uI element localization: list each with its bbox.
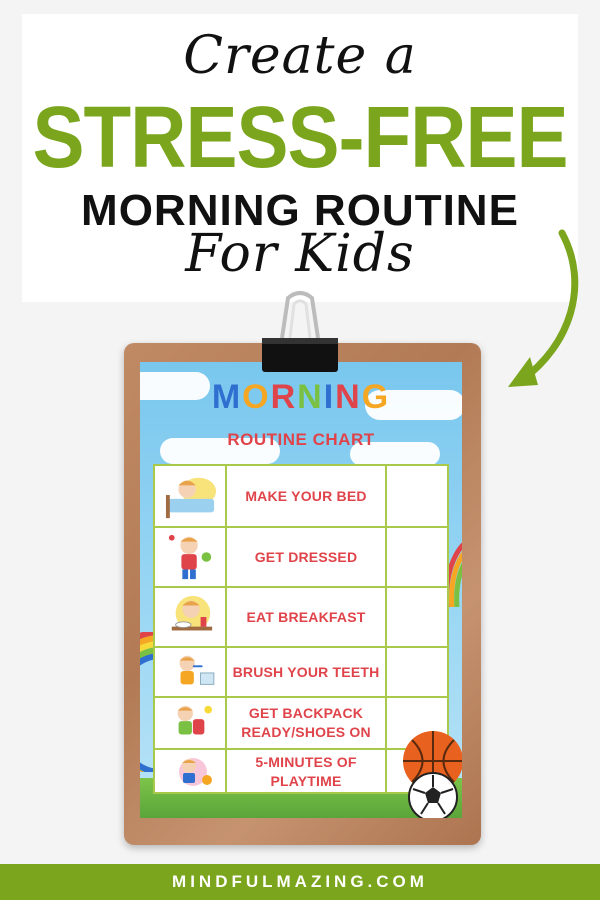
- task-label: MAKE YOUR BED: [227, 466, 387, 526]
- binder-clip-icon: [260, 290, 340, 380]
- headline-morning-routine: MORNING ROUTINE: [81, 186, 519, 235]
- curved-arrow-icon: [500, 225, 590, 395]
- kid-playing-icon: [163, 754, 219, 790]
- title-letter: G: [361, 378, 391, 416]
- title-letter: M: [211, 378, 243, 416]
- headline-stress-free: STRESS-FREE: [32, 87, 568, 187]
- table-row: [155, 466, 447, 528]
- kid-getting-dressed-icon: [163, 532, 219, 582]
- kid-eating-breakfast-icon: [163, 592, 219, 642]
- kid-brushing-teeth-icon: [163, 652, 219, 692]
- routine-chart-sheet: [140, 362, 462, 818]
- kid-backpack-icon: [163, 702, 219, 744]
- task-label: BRUSH YOUR TEETH: [227, 648, 387, 696]
- checkbox-cell[interactable]: [387, 648, 447, 696]
- task-label: GET BACKPACK READY/SHOES ON: [227, 698, 387, 748]
- headline-for-kids: For Kids: [185, 224, 415, 284]
- title-letter: R: [270, 378, 298, 416]
- task-label: GET DRESSED: [227, 528, 387, 586]
- table-row: [155, 648, 447, 698]
- task-label: EAT BREAKFAST: [227, 588, 387, 646]
- chart-title-morning: [140, 378, 462, 417]
- headline-create-a: Create a: [183, 26, 417, 86]
- soccer-ball-icon: [408, 772, 458, 818]
- chart-subtitle: ROUTINE CHART: [227, 430, 375, 449]
- title-letter: I: [323, 378, 336, 416]
- table-row: [155, 528, 447, 588]
- checkbox-cell[interactable]: [387, 528, 447, 586]
- table-row: [155, 588, 447, 648]
- title-letter: N: [335, 378, 362, 416]
- checkbox-cell[interactable]: [387, 466, 447, 526]
- kid-making-bed-icon: [163, 470, 219, 522]
- title-letter: O: [242, 378, 271, 416]
- task-label: 5-MINUTES OF PLAYTIME: [227, 750, 387, 794]
- title-card: [22, 14, 578, 302]
- checkbox-cell[interactable]: [387, 588, 447, 646]
- footer-site-bar[interactable]: MINDFULMAZING.COM: [0, 864, 600, 900]
- title-letter: N: [297, 378, 324, 416]
